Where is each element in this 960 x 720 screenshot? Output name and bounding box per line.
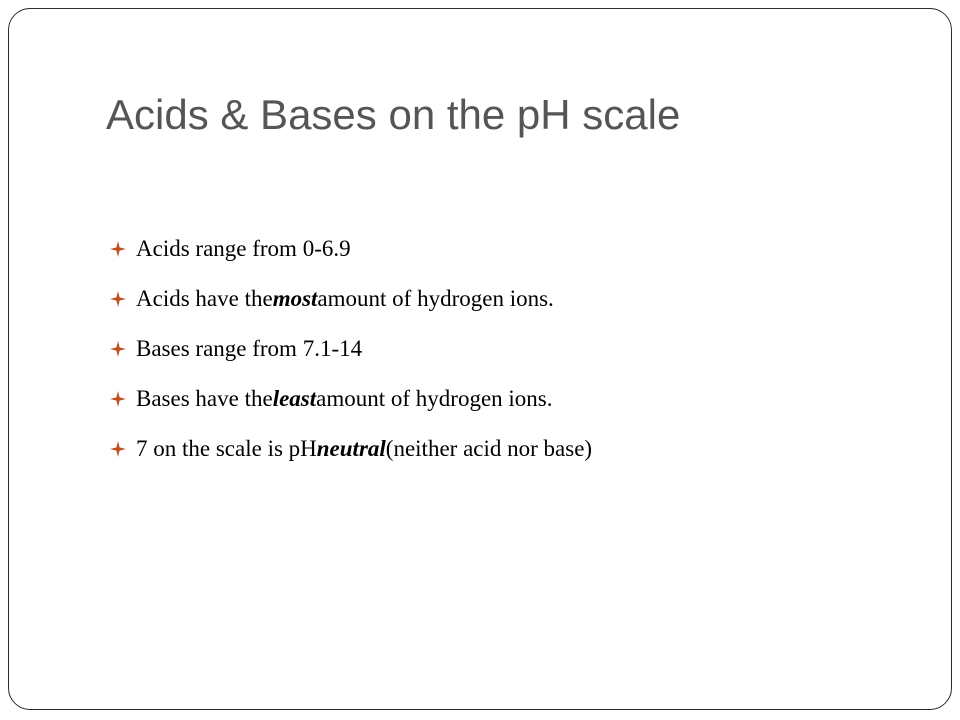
four-point-star-icon: [110, 241, 126, 257]
slide-title: Acids & Bases on the pH scale: [106, 91, 681, 138]
slide: [8, 8, 952, 710]
four-point-star-icon: [110, 291, 126, 307]
four-point-star-icon: [110, 441, 126, 457]
bullet-item-acid-range: [110, 224, 592, 274]
bullet-item-base-range: [110, 324, 592, 374]
four-point-star-icon: [110, 391, 126, 407]
four-point-star-icon: [110, 341, 126, 357]
bullet-text: Acids range from 0-6.9: [136, 236, 351, 261]
bullet-text: Bases have the: [136, 386, 273, 411]
bullet-text-tail: amount of hydrogen ions.: [316, 386, 553, 411]
bullet-text-tail: amount of hydrogen ions.: [317, 286, 554, 311]
bullet-list: [110, 224, 592, 474]
bullet-emphasis: least: [272, 386, 317, 411]
bullet-text-tail: (neither acid nor base): [385, 436, 593, 461]
bullet-text: 7 on the scale is pH: [136, 436, 317, 461]
bullet-emphasis: neutral: [316, 436, 386, 461]
bullet-item-base-hydrogen: [110, 374, 592, 424]
bullet-text: Bases range from 7.1-14: [136, 336, 363, 361]
bullet-item-neutral: [110, 424, 592, 474]
bullet-text: Acids have the: [136, 286, 273, 311]
bullet-emphasis: most: [272, 286, 318, 311]
bullet-item-acid-hydrogen: [110, 274, 592, 324]
